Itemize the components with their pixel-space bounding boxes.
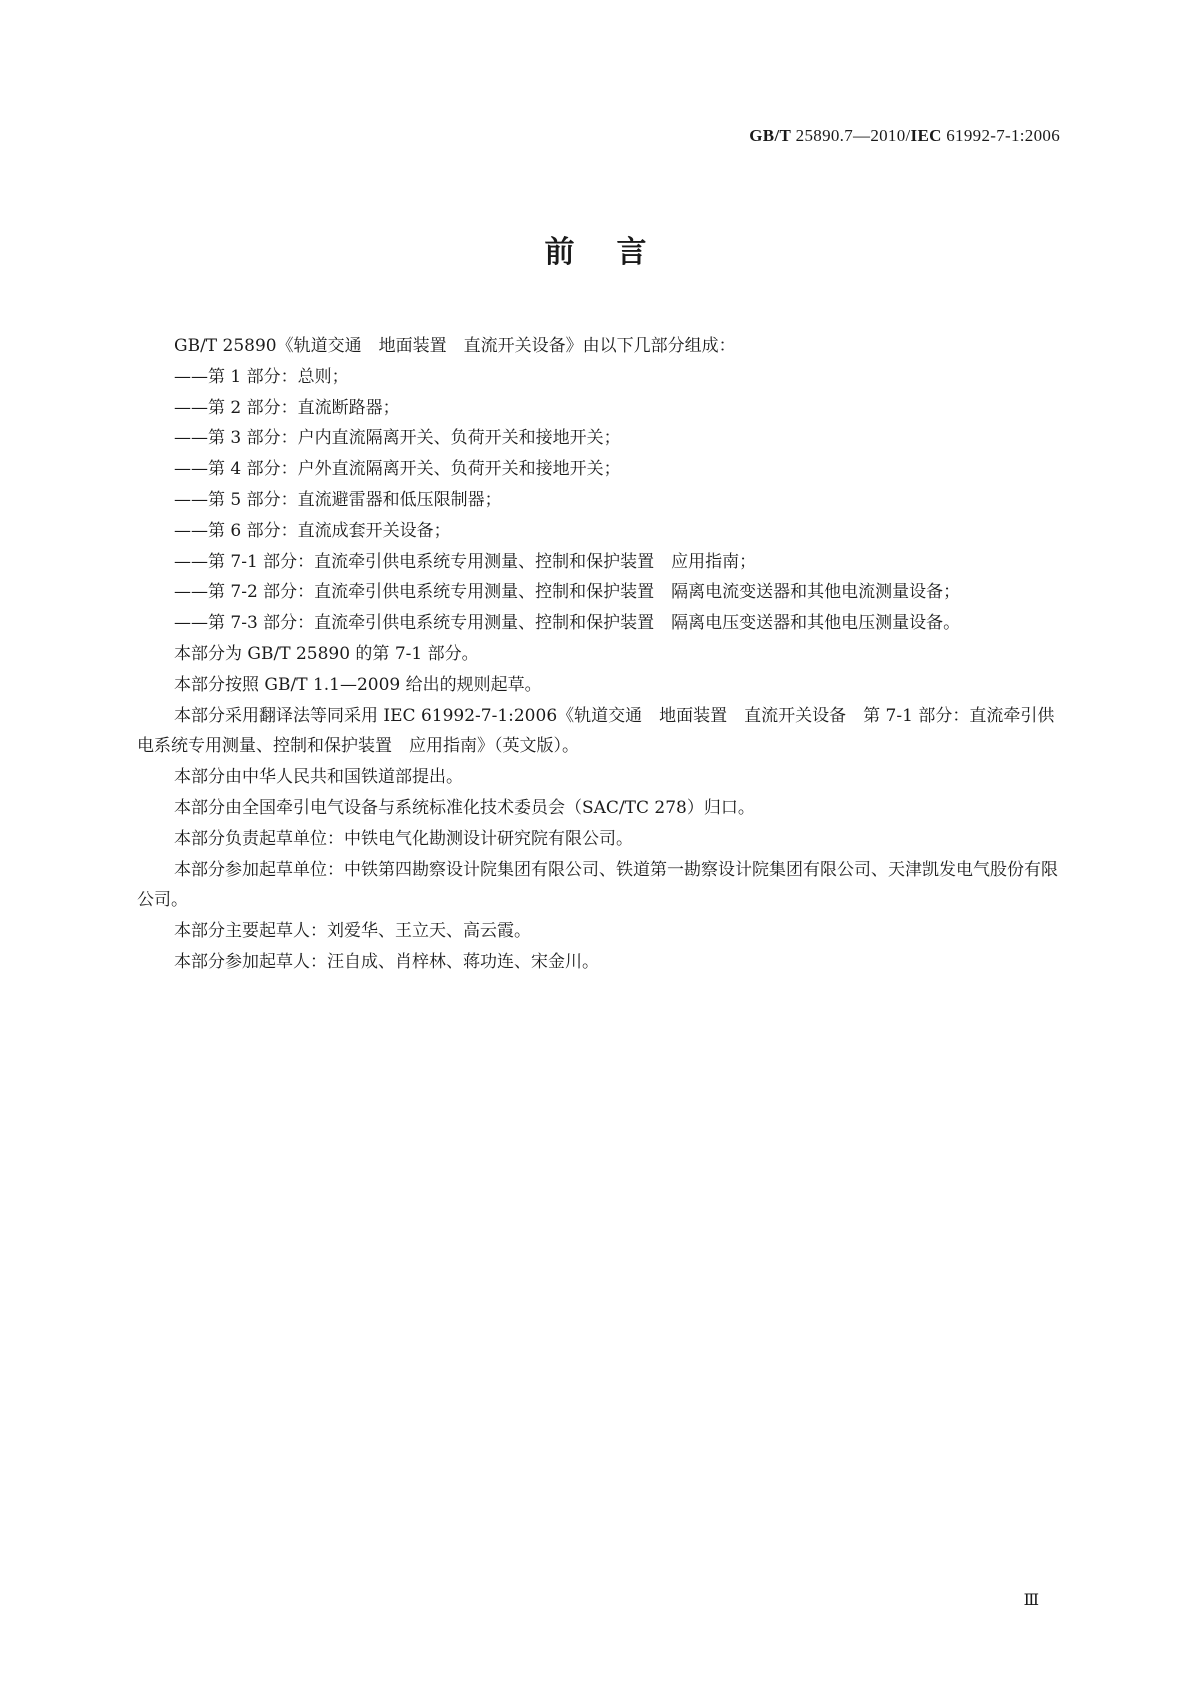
part-item-7-2: ——第 7-2 部分：直流牵引供电系统专用测量、控制和保护装置 隔离电流变送器和其他电流测量设备； xyxy=(174,582,961,603)
paragraph-other-drafters: 本部分参加起草人：汪自成、肖梓林、蒋功连、宋金川。 xyxy=(174,951,599,972)
intro-paragraph: GB/T 25890《轨道交通 地面装置 直流开关设备》由以下几部分组成： xyxy=(174,336,736,356)
foreword-body xyxy=(137,331,1059,978)
paragraph-proposed-by: 本部分由中华人民共和国铁道部提出。 xyxy=(174,767,463,788)
header-code-bold: GB/T xyxy=(749,126,792,145)
page-title: 前言 xyxy=(544,235,689,270)
paragraph-drafting-rules: 本部分按照 GB/T 1.1—2009 给出的规则起草。 xyxy=(174,674,542,695)
part-item-1: ——第 1 部分：总则； xyxy=(174,366,349,387)
part-item-7-3: ——第 7-3 部分：直流牵引供电系统专用测量、控制和保护装置 隔离电压变送器和其他电压测量设备。 xyxy=(174,613,961,634)
part-item-4: ——第 4 部分：户外直流隔离开关、负荷开关和接地开关； xyxy=(174,459,621,480)
paragraph-participating-drafters: 本部分参加起草单位：中铁第四勘察设计院集团有限公司、铁道第一勘察设计院集团有限公司、天津凯发电气股份有限公司。 xyxy=(137,859,1058,911)
part-item-6: ——第 6 部分：直流成套开关设备； xyxy=(174,520,451,541)
part-item-7-1: ——第 7-1 部分：直流牵引供电系统专用测量、控制和保护装置 应用指南； xyxy=(174,551,757,572)
page-number: Ⅲ xyxy=(1023,1592,1039,1609)
paragraph-adoption: 本部分采用翻译法等同采用 IEC 61992-7-1:2006《轨道交通 地面装置 直流开关设备 第 7-1 部分：直流牵引供电系统专用测量、控制和保护装置 应用指南》（英文版）。 xyxy=(137,705,1055,757)
paragraph-main-drafters: 本部分主要起草人：刘爱华、王立天、高云霞。 xyxy=(174,921,531,942)
header-iec-bold: IEC xyxy=(910,126,942,145)
header-code-rest: 25890.7—2010/ xyxy=(795,126,911,145)
part-item-5: ——第 5 部分：直流避雷器和低压限制器； xyxy=(174,489,502,510)
paragraph-responsible-drafter: 本部分负责起草单位：中铁电气化勘测设计研究院有限公司。 xyxy=(174,828,633,849)
part-item-2: ——第 2 部分：直流断路器； xyxy=(174,397,400,418)
standard-number-header xyxy=(749,126,1060,146)
part-item-3: ——第 3 部分：户内直流隔离开关、负荷开关和接地开关； xyxy=(174,428,621,449)
paragraph-part-number: 本部分为 GB/T 25890 的第 7-1 部分。 xyxy=(174,643,479,664)
header-iec-rest: 61992-7-1:2006 xyxy=(946,126,1060,145)
paragraph-technical-committee: 本部分由全国牵引电气设备与系统标准化技术委员会（SAC/TC 278）归口。 xyxy=(174,797,755,818)
